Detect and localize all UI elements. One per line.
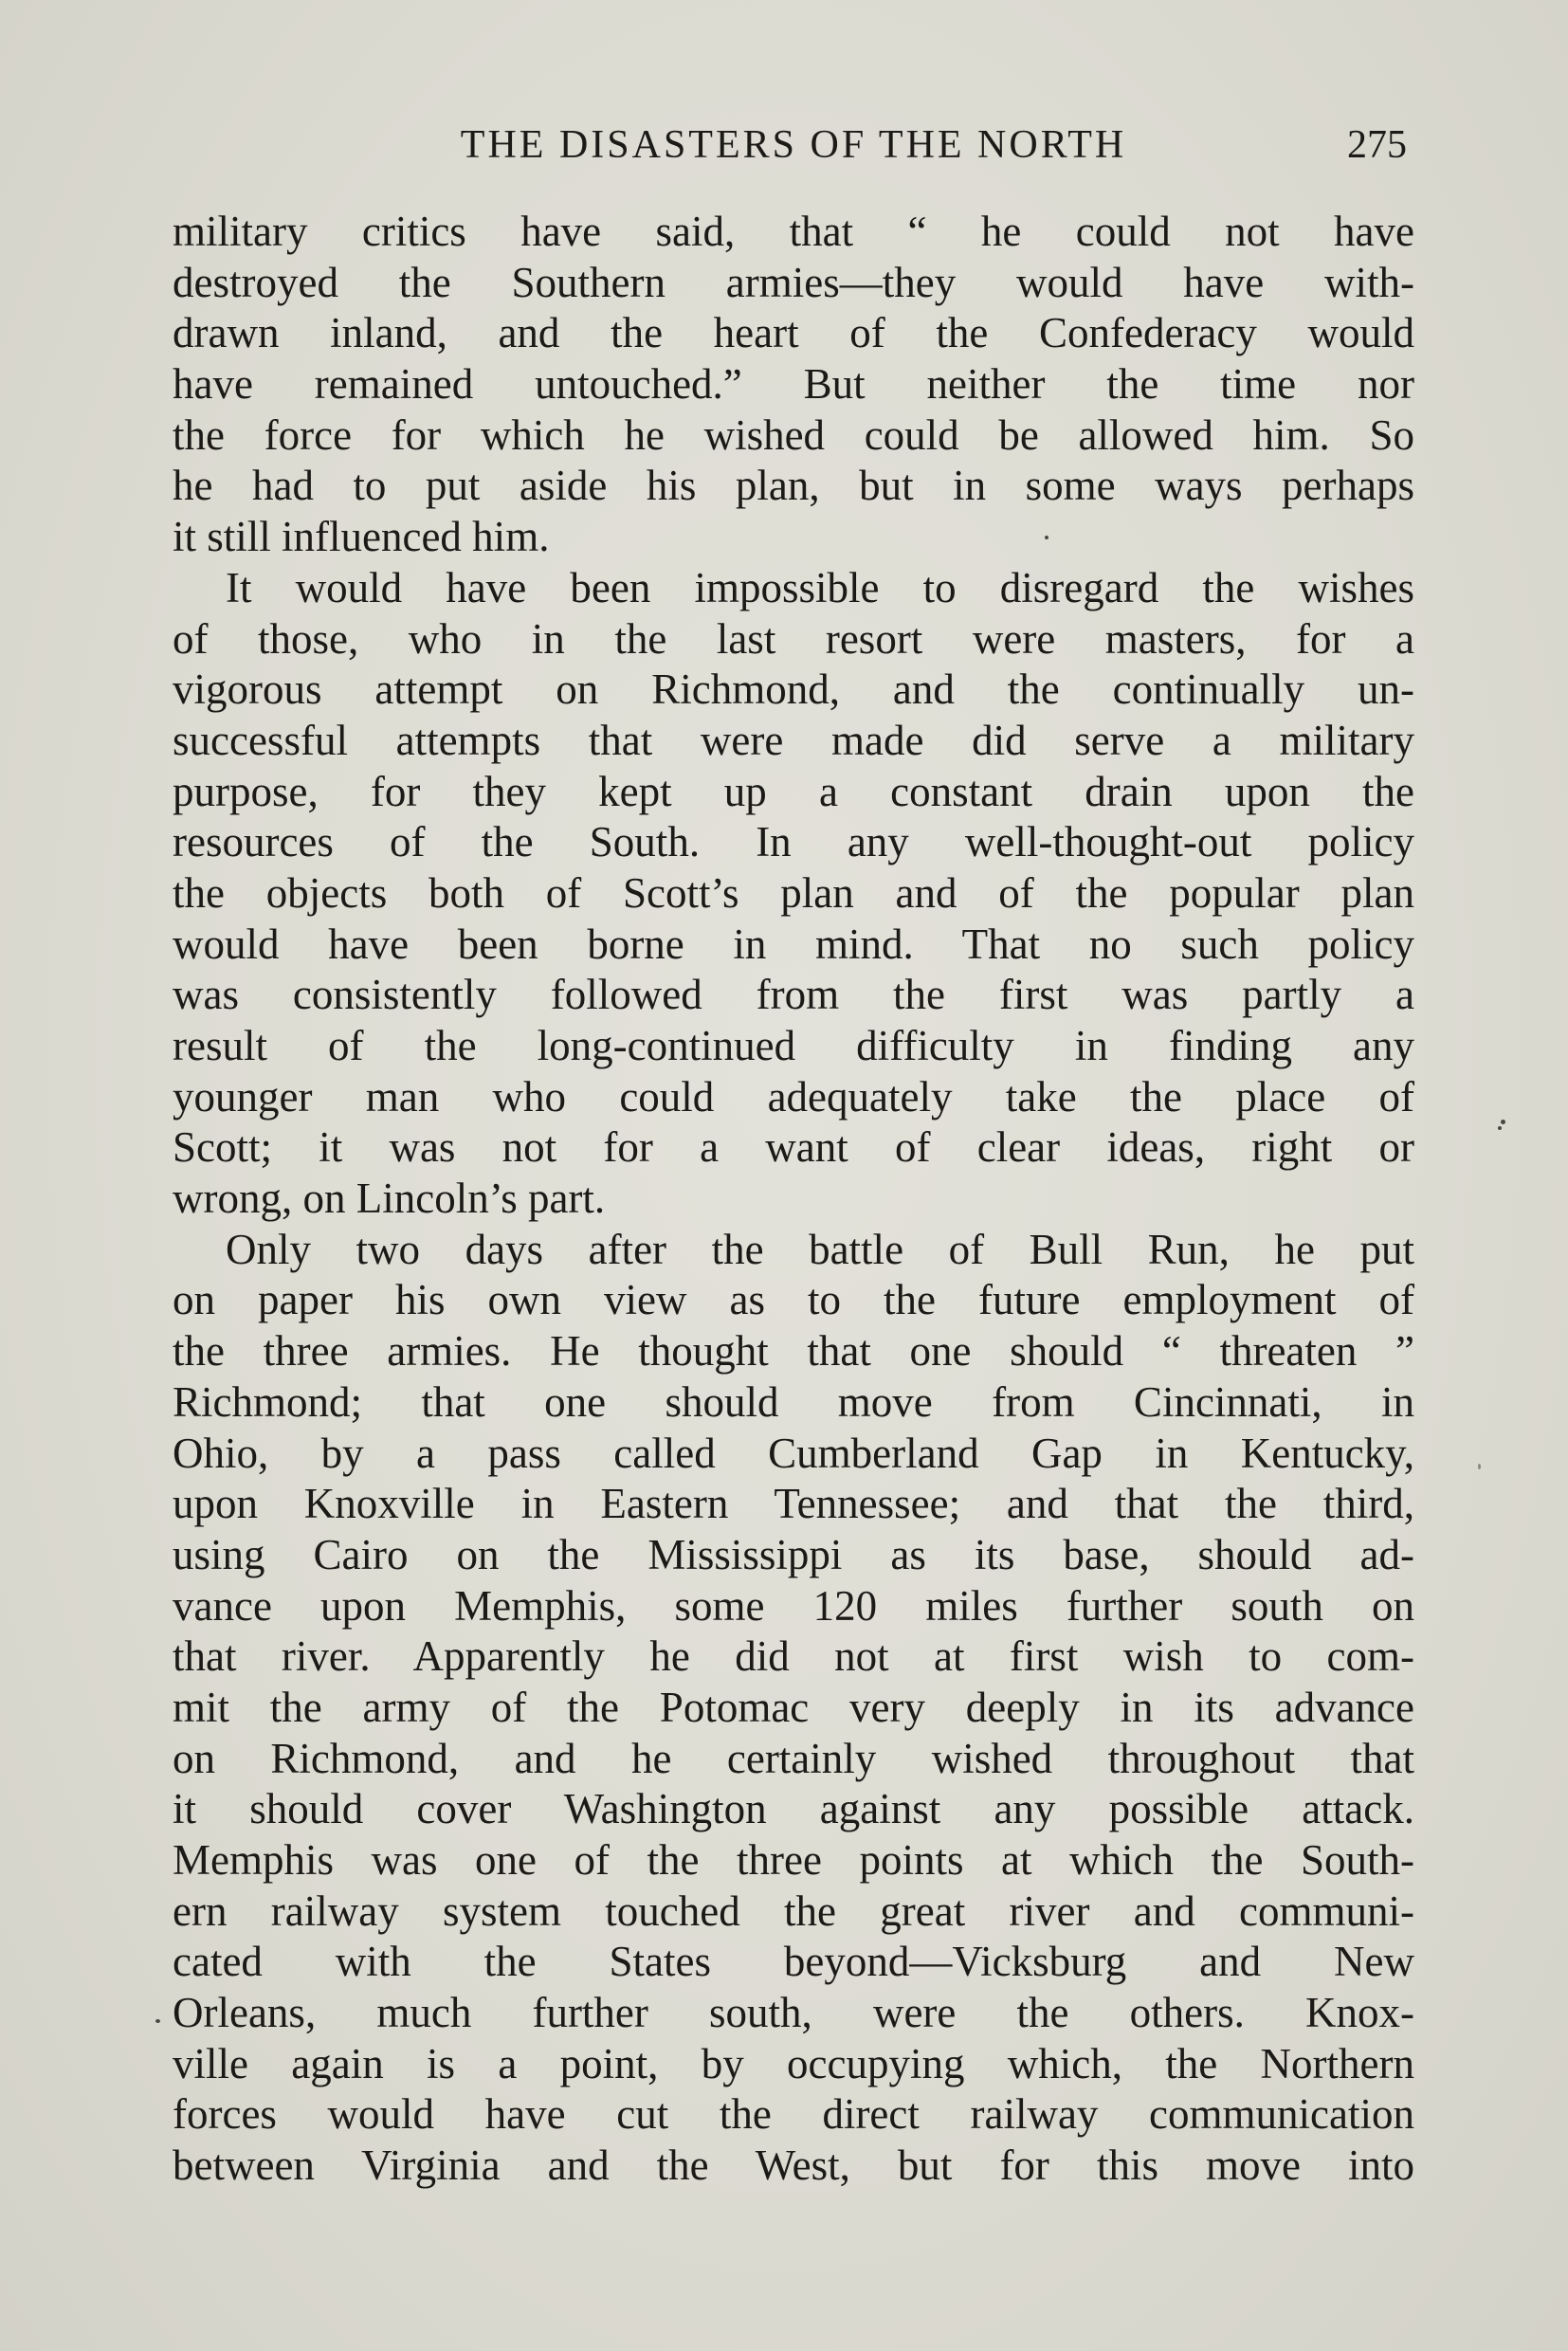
text-line: military critics have said, that “ he could not have [173, 208, 1414, 255]
text-line: on paper his own view as to the future employment of [173, 1276, 1414, 1324]
text-line: the force for which he wished could be allowed him. So [173, 410, 1414, 459]
text-line: would have been borne in mind. That no such policy [173, 920, 1414, 968]
text-line: Only two days after the battle of Bull Run, he put [226, 1225, 1414, 1273]
text-line: the objects both of Scott’s plan and of the popular plan [173, 868, 1414, 917]
text-line: it should cover Washington against any possible attack. [173, 1785, 1414, 1833]
paper-speck [1478, 1464, 1481, 1469]
text-line: drawn inland, and the heart of the Confederacy would [173, 309, 1414, 357]
paper-speck [1498, 1126, 1502, 1130]
text-line: Ohio, by a pass called Cumberland Gap in Kentucky, [173, 1429, 1414, 1477]
text-line: cated with the States beyond—Vicksburg and New [173, 1938, 1414, 1986]
running-head [173, 112, 1424, 178]
text-line: ville again is a point, by occupying which, the Northern [173, 2039, 1414, 2087]
text-line: It would have been impossible to disregard the wishes [226, 563, 1414, 611]
text-line: Scott; it was not for a want of clear ideas, right or [173, 1123, 1414, 1172]
body-text [173, 207, 1414, 2192]
text-line: using Cairo on the Mississippi as its base, should ad- [173, 1530, 1414, 1578]
text-line: Memphis was one of the three points at which the South- [173, 1836, 1414, 1884]
text-line: upon Knoxville in Eastern Tennessee; and that the third, [173, 1480, 1414, 1528]
text-line: wrong, on Lincoln’s part. [173, 1175, 606, 1223]
page-number: 275 [1347, 123, 1407, 167]
text-line: Orleans, much further south, were the others. Knox- [173, 1989, 1414, 2037]
text-line: of those, who in the last resort were masters, for a [173, 614, 1414, 663]
text-line: the three armies. He thought that one should “ threaten ” [173, 1327, 1414, 1376]
text-line: mit the army of the Potomac very deeply in its advance [173, 1683, 1414, 1731]
text-line: successful attempts that were made did serve a military [173, 716, 1414, 764]
text-line: vance upon Memphis, some 120 miles further south on [173, 1581, 1414, 1630]
paper-speck [155, 2019, 160, 2023]
text-line: younger man who could adequately take the place of [173, 1072, 1414, 1121]
text-line: forces would have cut the direct railway communication [173, 2090, 1414, 2139]
text-line: Richmond; that one should move from Cincinnati, in [173, 1377, 1414, 1426]
text-line: destroyed the Southern armies—they would have with- [173, 258, 1414, 306]
text-line: he had to put aside his plan, but in some ways perhaps [173, 462, 1414, 510]
text-line: it still influenced him. [173, 513, 550, 561]
text-line: was consistently followed from the first was partly a [173, 971, 1414, 1019]
text-line: result of the long-continued difficulty in finding any [173, 1022, 1414, 1069]
text-line: purpose, for they kept up a constant drain upon the [173, 767, 1414, 815]
text-line: vigorous attempt on Richmond, and the continually un- [173, 665, 1414, 714]
running-title: THE DISASTERS OF THE NORTH [460, 123, 1127, 167]
text-line: on Richmond, and he certainly wished throughout that [173, 1734, 1414, 1782]
text-line: resources of the South. In any well-thought-out policy [173, 818, 1414, 866]
text-line: have remained untouched.” But neither the time nor [173, 360, 1414, 409]
text-line: that river. Apparently he did not at first wish to com- [173, 1632, 1414, 1681]
text-line: ern railway system touched the great river and communi- [173, 1886, 1414, 1935]
paper-speck [1045, 536, 1048, 539]
paper-speck [1501, 1120, 1505, 1124]
text-line: between Virginia and the West, but for this move into [173, 2141, 1414, 2190]
